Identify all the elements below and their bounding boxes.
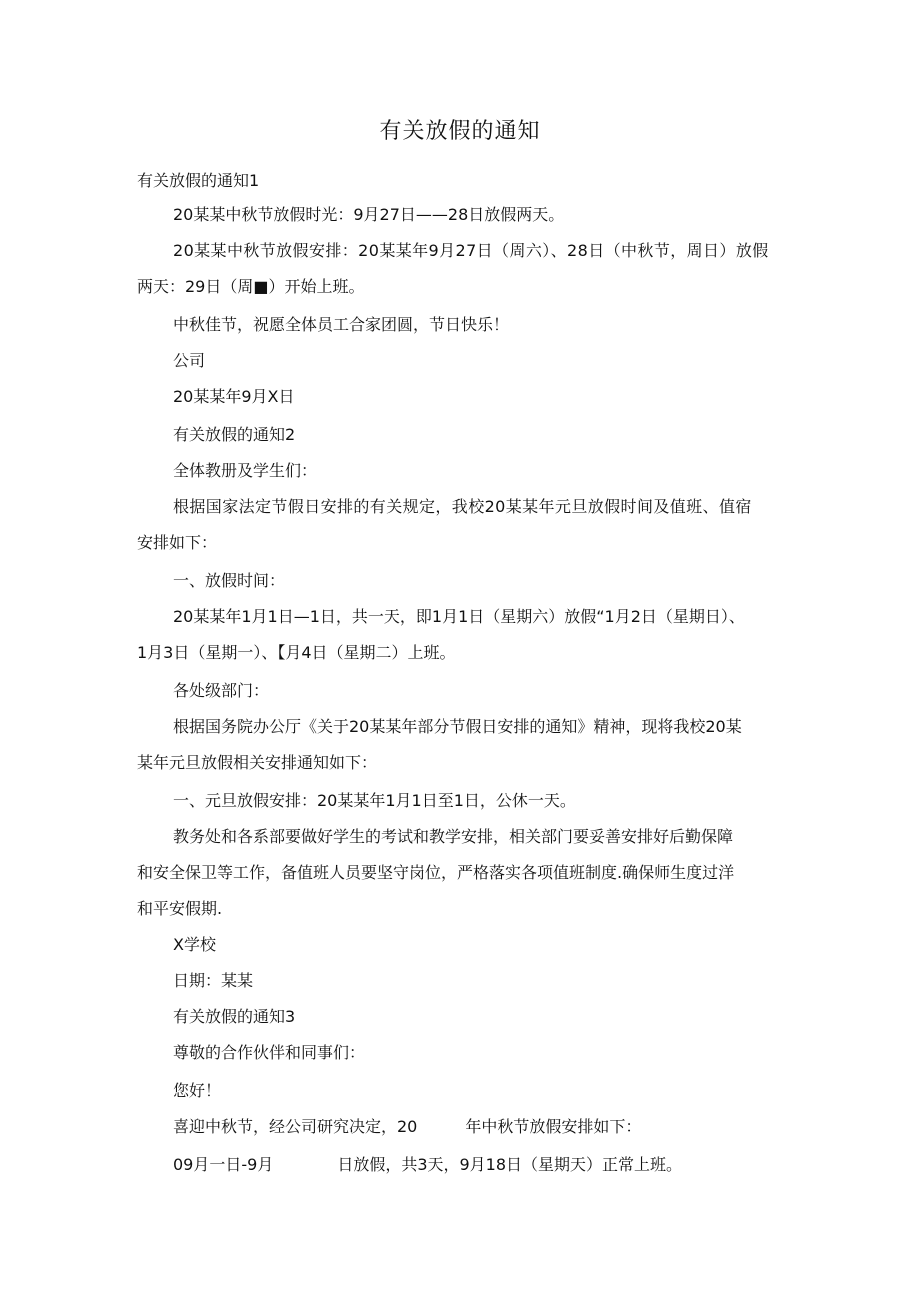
paragraph-line: 教务处和各系部要做好学生的考试和教学安排，相关部门要妥善安排好后勤保障 [173, 827, 734, 846]
section-heading: 一、元旦放假安排：20某某年1月1日至1日，公休一天。 [173, 791, 576, 810]
paragraph-line: 和平安假期. [137, 899, 223, 918]
paragraph-line: 和安全保卫等工作，备值班人员要坚守岗位，严格落实各项值班制度.确保师生度过洋 [137, 863, 735, 882]
paragraph-line: 1月3日（星期一）、【月4日（星期二）上班。 [137, 643, 456, 662]
salutation: 尊敬的合作伙伴和同事们： [173, 1043, 366, 1062]
signature-school: X学校 [173, 935, 216, 954]
paragraph-line: 根据国家法定节假日安排的有关规定，我校20某某年元旦放假时间及值班、值宿 [173, 497, 752, 516]
salutation: 全体教册及学生们： [173, 461, 318, 480]
paragraph-line: 两天：29日（周■）开始上班。 [137, 277, 365, 296]
document-title: 有关放假的通知 [379, 119, 541, 144]
paragraph-line: 20某某中秋节放假时光：9月27日——28日放假两天。 [173, 205, 565, 224]
section-heading: 一、放假时间： [173, 571, 286, 590]
salutation: 各处级部门： [173, 681, 270, 700]
paragraph-line: 安排如下： [137, 533, 218, 552]
greeting: 您好！ [173, 1081, 222, 1100]
paragraph-line: 中秋佳节，祝愿全体员工合家团圆，节日快乐！ [173, 315, 510, 334]
paragraph-line: 某年元旦放假相关安排通知如下： [137, 753, 378, 772]
notice-heading-2: 有关放假的通知2 [173, 425, 296, 444]
paragraph-line: 喜迎中秋节，经公司研究决定，20 年中秋节放假安排如下： [173, 1117, 642, 1136]
signature-date: 日期：某某 [173, 971, 254, 990]
paragraph-line: 20某某中秋节放假安排：20某某年9月27日（周六）、28日（中秋节，周日）放假 [173, 241, 769, 260]
notice-heading-1: 有关放假的通知1 [137, 171, 260, 190]
paragraph-line: 09月一日-9月 日放假，共3天，9月18日（星期天）正常上班。 [173, 1155, 683, 1174]
notice-heading-3: 有关放假的通知3 [173, 1007, 296, 1026]
paragraph-line: 20某某年1月1日—1日，共一天，即1月1日（星期六）放假“1月2日（星期日）、 [173, 607, 745, 626]
signature-date: 20某某年9月X日 [173, 387, 295, 406]
signature-company: 公司 [173, 351, 206, 370]
paragraph-line: 根据国务院办公厅《关于20某某年部分节假日安排的通知》精神，现将我校20某 [173, 717, 742, 736]
